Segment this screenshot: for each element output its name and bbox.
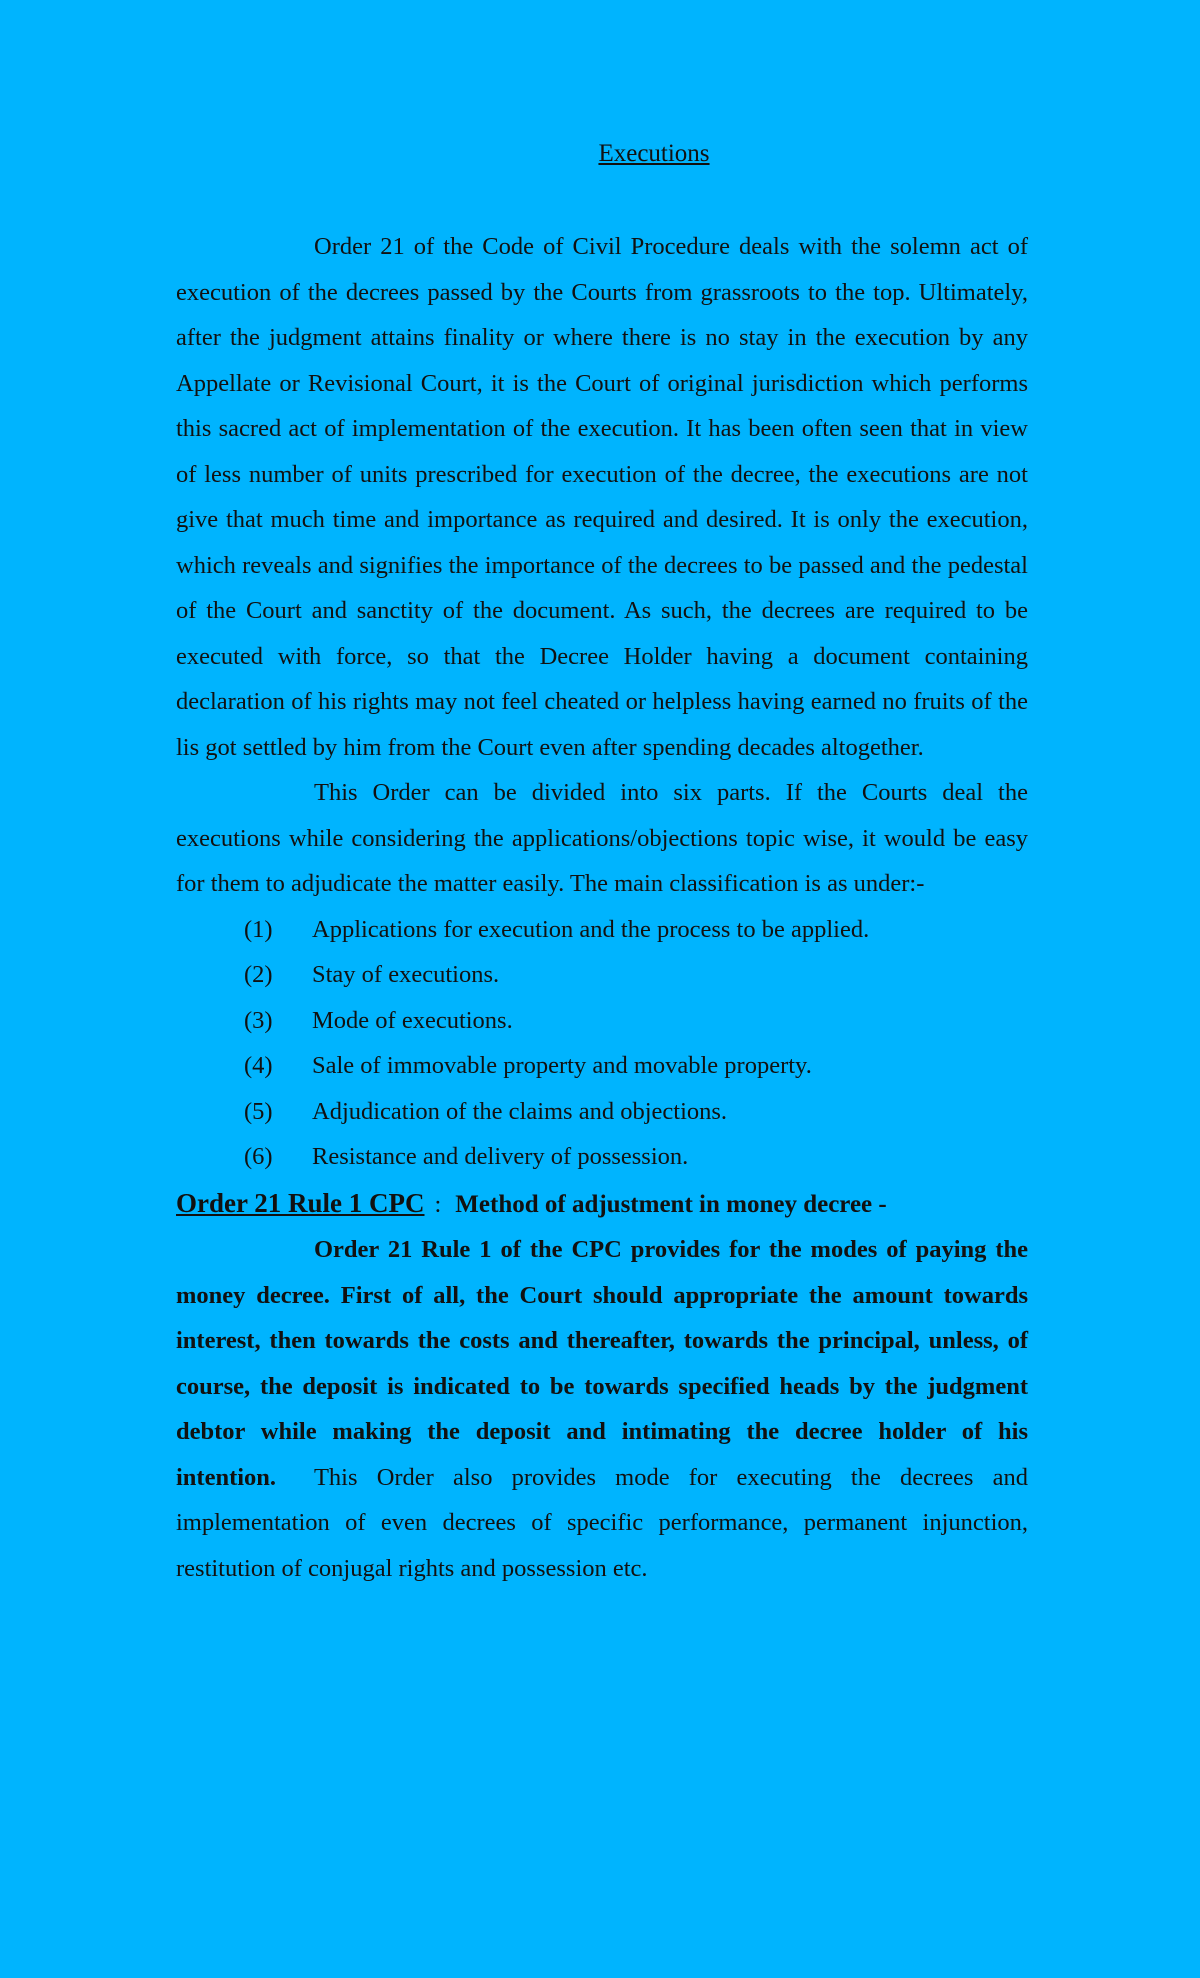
list-item-text: Mode of executions. [312, 1006, 513, 1034]
list-item-number: (6) [244, 1143, 273, 1170]
rule-paragraph-bold: Order 21 Rule 1 of the CPC provides for the modes of paying the money decree. First of all, the Court should appropriate the amount towards interest, then towards the costs and thereafter, towards the principal, unless, of course, the deposit is indicated to be towards specified heads by the judgment debtor while making the deposit and intimating the decree holder of his intention. [176, 1236, 1028, 1491]
list-item [176, 998, 1028, 1044]
section-heading-separator: : [434, 1190, 442, 1218]
section-heading-subtitle: Method of adjustment in money decree - [455, 1190, 887, 1218]
list-item-text: Applications for execution and the process to be applied. [312, 915, 870, 943]
rule-paragraph [176, 1227, 1028, 1591]
list-item-text: Resistance and delivery of possession. [312, 1143, 689, 1170]
classification-paragraph: This Order can be divided into six parts. If the Courts deal the executions while considering the applications/objections topic wise, it would be easy for them to adjudicate the matter easily. The main classification is as under:- [176, 779, 1028, 897]
list-item-number: (2) [244, 961, 273, 988]
list-item [176, 1043, 1028, 1089]
list-item [176, 952, 1028, 998]
rule-paragraph-rest: This Order also provides mode for executing the decrees and implementation of even decrees of specific performance, permanent injunction, restitution of conjugal rights and possession etc. [176, 1463, 1029, 1582]
document-body [176, 224, 1028, 1591]
list-item-number: (1) [244, 915, 273, 943]
list-item [176, 907, 1028, 953]
list-item-number: (5) [244, 1097, 273, 1125]
section-heading-title: Order 21 Rule 1 CPC [176, 1187, 425, 1218]
list-item [176, 1089, 1028, 1135]
section-heading [176, 1181, 1028, 1228]
list-item [176, 1134, 1028, 1180]
list-item-text: Adjudication of the claims and objections. [312, 1097, 728, 1125]
document-title: Executions [598, 140, 710, 167]
list-item-number: (3) [244, 1006, 273, 1034]
list-item-number: (4) [244, 1052, 273, 1079]
list-item-text: Sale of immovable property and movable property. [312, 1052, 812, 1079]
classification-list [176, 907, 1028, 1180]
list-item-text: Stay of executions. [312, 961, 500, 988]
intro-paragraph: Order 21 of the Code of Civil Procedure deals with the solemn act of execution of the decrees passed by the Courts from grassroots to the top. Ultimately, after the judgment attains finality or where there is no stay in the execution by any Appellate or Revisional Court, it is the Court of original jurisdiction which performs this sacred act of implementation of the execution. It has been often seen that in view of less number of units prescribed for execution of the decree, the executions are not give that much time and importance as required and desired. It is only the execution, which reveals and signifies the importance of the decrees to be passed and the pedestal of the Court and sanctity of the document. As such, the decrees are required to be executed with force, so that the Decree Holder having a document containing declaration of his rights may not feel cheated or helpless having earned no fruits of the lis got settled by him from the Court even after spending decades altogether. [176, 233, 1028, 761]
